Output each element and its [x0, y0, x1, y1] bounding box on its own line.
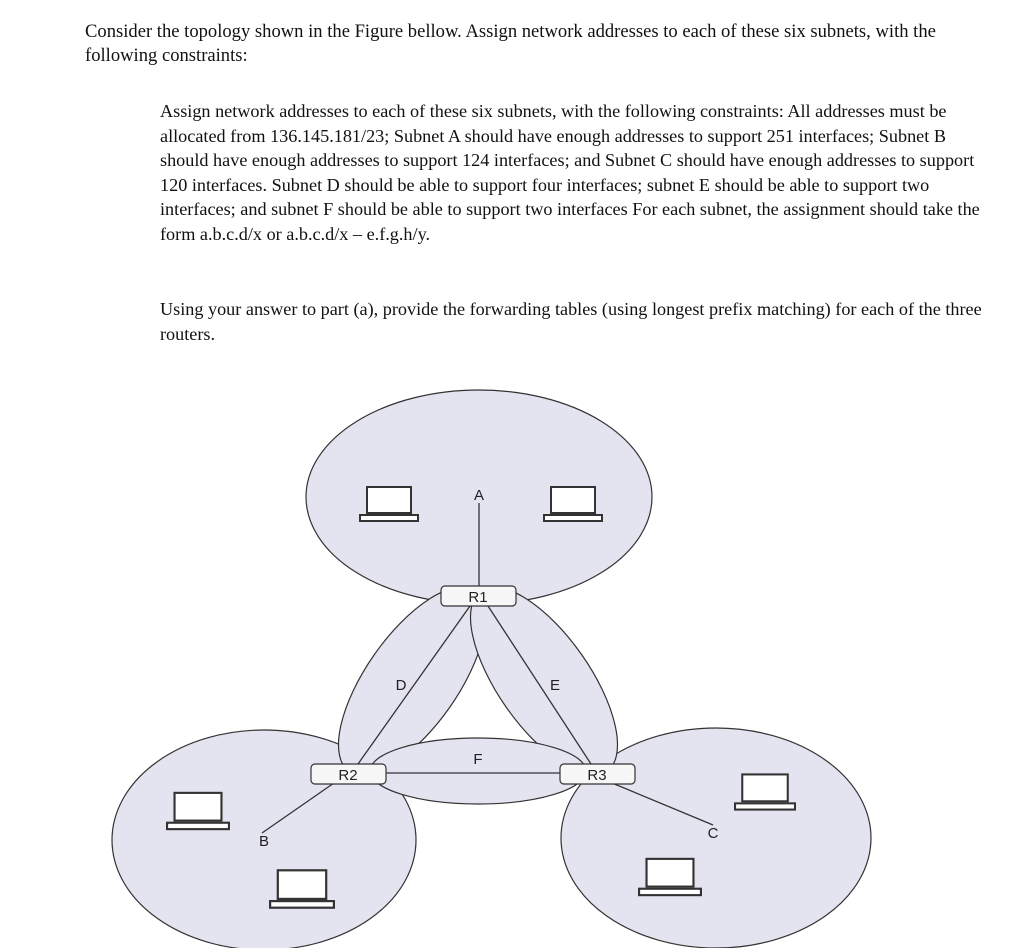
subnet-b-label: B	[258, 833, 270, 850]
host-a-left	[360, 487, 418, 521]
part-b-paragraph: Using your answer to part (a), provide the forwarding tables (using longest prefix matching) for each of the three routers.	[160, 299, 982, 344]
subnet-e-label: E	[549, 677, 561, 694]
subnet-f-label: F	[473, 751, 483, 768]
subnet-c-label: C	[707, 825, 719, 842]
router-r1-label: R1	[468, 589, 488, 606]
intro-paragraph: Consider the topology shown in the Figure bellow. Assign network addresses to each of these six subnets, with the following constraints:	[85, 21, 936, 66]
host-c-right	[735, 774, 795, 809]
router-r3-label: R3	[587, 767, 607, 784]
host-b-left	[167, 793, 229, 829]
host-c-bottom	[639, 859, 701, 895]
subnet-d-label: D	[395, 677, 407, 694]
router-r2-label: R2	[338, 767, 358, 784]
host-b-bottom	[270, 870, 334, 907]
subnet-a-label: A	[473, 487, 485, 504]
part-a-paragraph: Assign network addresses to each of these six subnets, with the following constraints: All addresses must be allocated from 136.145.181/23; Subnet A should have enough addresses to support 251 interfaces; Subnet B should have enough addresses to support 124 interfaces; and Subnet C should have enough addresses to support 120 interfaces. Subnet D should be able to support four interfaces; subnet E should be able to support two interfaces; and subnet F should be able to support two interfaces For each subnet, the assignment should take the form a.b.c.d/x or a.b.c.d/x – e.f.g.h/y.	[160, 101, 980, 244]
host-a-right	[544, 487, 602, 521]
subnet-f-ellipse	[370, 738, 586, 804]
